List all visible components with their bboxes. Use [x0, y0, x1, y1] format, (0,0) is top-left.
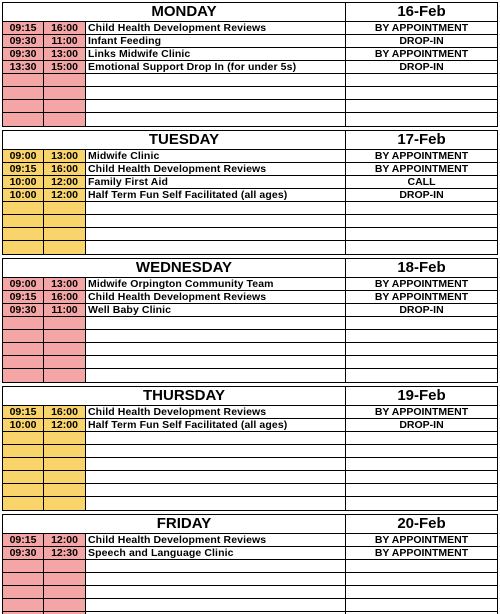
table-row: [3, 458, 497, 471]
end-time: 13:00: [44, 278, 86, 290]
end-time: [44, 241, 86, 254]
start-time: 10:00: [3, 419, 44, 431]
activity: Midwife Orpington Community Team: [86, 278, 346, 290]
table-row: [3, 278, 497, 291]
day-block-wednesday: [2, 258, 498, 383]
booking-type: BY APPOINTMENT: [374, 22, 469, 34]
table-row: [3, 150, 497, 163]
start-time: [3, 228, 44, 240]
start-time: [3, 330, 44, 342]
end-time: 13:00: [44, 150, 86, 162]
activity: [86, 87, 346, 99]
start-time: [3, 573, 44, 585]
end-time: 15:00: [44, 61, 86, 73]
activity: Child Health Development Reviews: [86, 163, 346, 175]
table-row: [3, 113, 497, 126]
start-time: [3, 317, 44, 329]
end-time: [44, 432, 86, 444]
booking-type: [346, 599, 497, 611]
day-name: THURSDAY: [3, 387, 346, 405]
table-row: [3, 445, 497, 458]
table-row: [3, 406, 497, 419]
booking-type: DROP-IN: [399, 35, 444, 47]
end-time: [44, 560, 86, 572]
booking-type: [346, 202, 497, 214]
end-time: 13:00: [44, 48, 86, 60]
start-time: [3, 74, 44, 86]
activity: Family First Aid: [86, 176, 346, 188]
booking-type: [346, 432, 497, 444]
start-time: 09:15: [3, 22, 44, 34]
end-time: 16:00: [44, 22, 86, 34]
activity: Well Baby Clinic: [86, 304, 346, 316]
table-row: [3, 61, 497, 74]
activity: [86, 215, 346, 227]
end-time: [44, 484, 86, 496]
day-header: [3, 131, 497, 150]
start-time: 10:00: [3, 176, 44, 188]
start-time: [3, 369, 44, 382]
day-header: [3, 259, 497, 278]
day-header: [3, 387, 497, 406]
day-name: TUESDAY: [3, 131, 346, 149]
start-time: [3, 471, 44, 483]
table-row: [3, 586, 497, 599]
start-time: [3, 241, 44, 254]
booking-type: [346, 497, 497, 510]
day-name: MONDAY: [3, 3, 346, 21]
booking-type: [346, 445, 497, 457]
day-block-thursday: [2, 386, 498, 511]
end-time: 12:00: [44, 419, 86, 431]
table-row: [3, 74, 497, 87]
booking-type: [346, 317, 497, 329]
end-time: [44, 586, 86, 598]
end-time: [44, 100, 86, 112]
start-time: [3, 202, 44, 214]
booking-type: BY APPOINTMENT: [374, 406, 469, 418]
start-time: 10:00: [3, 189, 44, 201]
activity: [86, 74, 346, 86]
table-row: [3, 547, 497, 560]
day-block-monday: [2, 2, 498, 127]
end-time: [44, 317, 86, 329]
start-time: [3, 87, 44, 99]
activity: [86, 471, 346, 483]
end-time: 16:00: [44, 163, 86, 175]
activity: Emotional Support Drop In (for under 5s): [86, 61, 346, 73]
booking-type: [346, 369, 497, 382]
booking-type: [346, 458, 497, 470]
table-row: [3, 87, 497, 100]
start-time: [3, 484, 44, 496]
activity: [86, 432, 346, 444]
activity: Child Health Development Reviews: [86, 291, 346, 303]
table-row: [3, 484, 497, 497]
day-date: 18-Feb: [397, 259, 446, 276]
table-row: [3, 202, 497, 215]
table-row: [3, 356, 497, 369]
day-date: 17-Feb: [397, 131, 446, 148]
table-row: [3, 228, 497, 241]
day-date: 20-Feb: [397, 515, 446, 532]
activity: [86, 484, 346, 496]
table-row: [3, 163, 497, 176]
activity: [86, 573, 346, 585]
end-time: [44, 573, 86, 585]
start-time: [3, 458, 44, 470]
start-time: 09:15: [3, 291, 44, 303]
booking-type: BY APPOINTMENT: [374, 534, 469, 546]
start-time: [3, 497, 44, 510]
end-time: 11:00: [44, 35, 86, 47]
table-row: [3, 48, 497, 61]
day-date: 16-Feb: [397, 3, 446, 20]
weekly-timetable: [2, 2, 498, 614]
booking-type: [346, 74, 497, 86]
booking-type: BY APPOINTMENT: [374, 48, 469, 60]
activity: [86, 202, 346, 214]
booking-type: [346, 586, 497, 598]
end-time: [44, 497, 86, 510]
end-time: [44, 356, 86, 368]
table-row: [3, 599, 497, 612]
day-name: WEDNESDAY: [3, 259, 346, 277]
activity: [86, 343, 346, 355]
activity: [86, 317, 346, 329]
table-row: [3, 176, 497, 189]
end-time: [44, 445, 86, 457]
start-time: 13:30: [3, 61, 44, 73]
end-time: 12:00: [44, 176, 86, 188]
start-time: 09:15: [3, 534, 44, 546]
booking-type: [346, 484, 497, 496]
booking-type: BY APPOINTMENT: [374, 547, 469, 559]
booking-type: [346, 215, 497, 227]
table-row: [3, 215, 497, 228]
day-date: 19-Feb: [397, 387, 446, 404]
activity: Half Term Fun Self Facilitated (all ages): [86, 189, 346, 201]
end-time: 11:00: [44, 304, 86, 316]
activity: [86, 369, 346, 382]
start-time: [3, 356, 44, 368]
table-row: [3, 560, 497, 573]
activity: Child Health Development Reviews: [86, 534, 346, 546]
table-row: [3, 497, 497, 510]
booking-type: CALL: [407, 176, 436, 188]
day-header: [3, 515, 497, 534]
table-row: [3, 419, 497, 432]
start-time: 09:15: [3, 406, 44, 418]
activity: [86, 445, 346, 457]
table-row: [3, 241, 497, 254]
end-time: 12:00: [44, 534, 86, 546]
end-time: [44, 113, 86, 126]
table-row: [3, 317, 497, 330]
day-header: [3, 3, 497, 22]
activity: [86, 599, 346, 611]
start-time: [3, 445, 44, 457]
start-time: [3, 599, 44, 611]
table-row: [3, 471, 497, 484]
booking-type: [346, 330, 497, 342]
end-time: [44, 343, 86, 355]
activity: [86, 330, 346, 342]
end-time: [44, 458, 86, 470]
start-time: 09:30: [3, 304, 44, 316]
booking-type: DROP-IN: [399, 304, 444, 316]
table-row: [3, 369, 497, 382]
start-time: 09:30: [3, 547, 44, 559]
booking-type: [346, 343, 497, 355]
start-time: [3, 100, 44, 112]
end-time: [44, 74, 86, 86]
table-row: [3, 22, 497, 35]
activity: [86, 113, 346, 126]
booking-type: DROP-IN: [399, 419, 444, 431]
table-row: [3, 35, 497, 48]
end-time: 12:30: [44, 547, 86, 559]
activity: Links Midwife Clinic: [86, 48, 346, 60]
booking-type: [346, 100, 497, 112]
table-row: [3, 343, 497, 356]
day-name: FRIDAY: [3, 515, 346, 533]
activity: Speech and Language Clinic: [86, 547, 346, 559]
end-time: [44, 599, 86, 611]
activity: Half Term Fun Self Facilitated (all ages): [86, 419, 346, 431]
table-row: [3, 189, 497, 202]
start-time: [3, 343, 44, 355]
booking-type: [346, 87, 497, 99]
activity: Infant Feeding: [86, 35, 346, 47]
booking-type: BY APPOINTMENT: [374, 291, 469, 303]
table-row: [3, 534, 497, 547]
end-time: [44, 369, 86, 382]
start-time: [3, 113, 44, 126]
start-time: [3, 215, 44, 227]
end-time: [44, 330, 86, 342]
start-time: [3, 586, 44, 598]
start-time: 09:00: [3, 150, 44, 162]
table-row: [3, 100, 497, 113]
end-time: [44, 471, 86, 483]
end-time: 16:00: [44, 406, 86, 418]
booking-type: [346, 560, 497, 572]
end-time: [44, 215, 86, 227]
activity: [86, 241, 346, 254]
day-block-friday: [2, 514, 498, 614]
booking-type: [346, 573, 497, 585]
activity: [86, 356, 346, 368]
activity: [86, 560, 346, 572]
booking-type: DROP-IN: [399, 189, 444, 201]
start-time: 09:30: [3, 48, 44, 60]
start-time: 09:30: [3, 35, 44, 47]
table-row: [3, 304, 497, 317]
booking-type: [346, 471, 497, 483]
start-time: 09:00: [3, 278, 44, 290]
table-row: [3, 432, 497, 445]
table-row: [3, 291, 497, 304]
table-row: [3, 330, 497, 343]
start-time: [3, 432, 44, 444]
day-block-tuesday: [2, 130, 498, 255]
end-time: [44, 228, 86, 240]
booking-type: [346, 241, 497, 254]
booking-type: BY APPOINTMENT: [374, 150, 469, 162]
booking-type: [346, 113, 497, 126]
booking-type: [346, 356, 497, 368]
start-time: [3, 560, 44, 572]
start-time: 09:15: [3, 163, 44, 175]
activity: Child Health Development Reviews: [86, 406, 346, 418]
activity: [86, 586, 346, 598]
end-time: 12:00: [44, 189, 86, 201]
end-time: 16:00: [44, 291, 86, 303]
booking-type: [346, 228, 497, 240]
activity: Child Health Development Reviews: [86, 22, 346, 34]
activity: [86, 100, 346, 112]
booking-type: BY APPOINTMENT: [374, 163, 469, 175]
activity: [86, 497, 346, 510]
booking-type: DROP-IN: [399, 61, 444, 73]
end-time: [44, 87, 86, 99]
activity: [86, 458, 346, 470]
table-row: [3, 573, 497, 586]
booking-type: BY APPOINTMENT: [374, 278, 469, 290]
activity: [86, 228, 346, 240]
activity: Midwife Clinic: [86, 150, 346, 162]
end-time: [44, 202, 86, 214]
